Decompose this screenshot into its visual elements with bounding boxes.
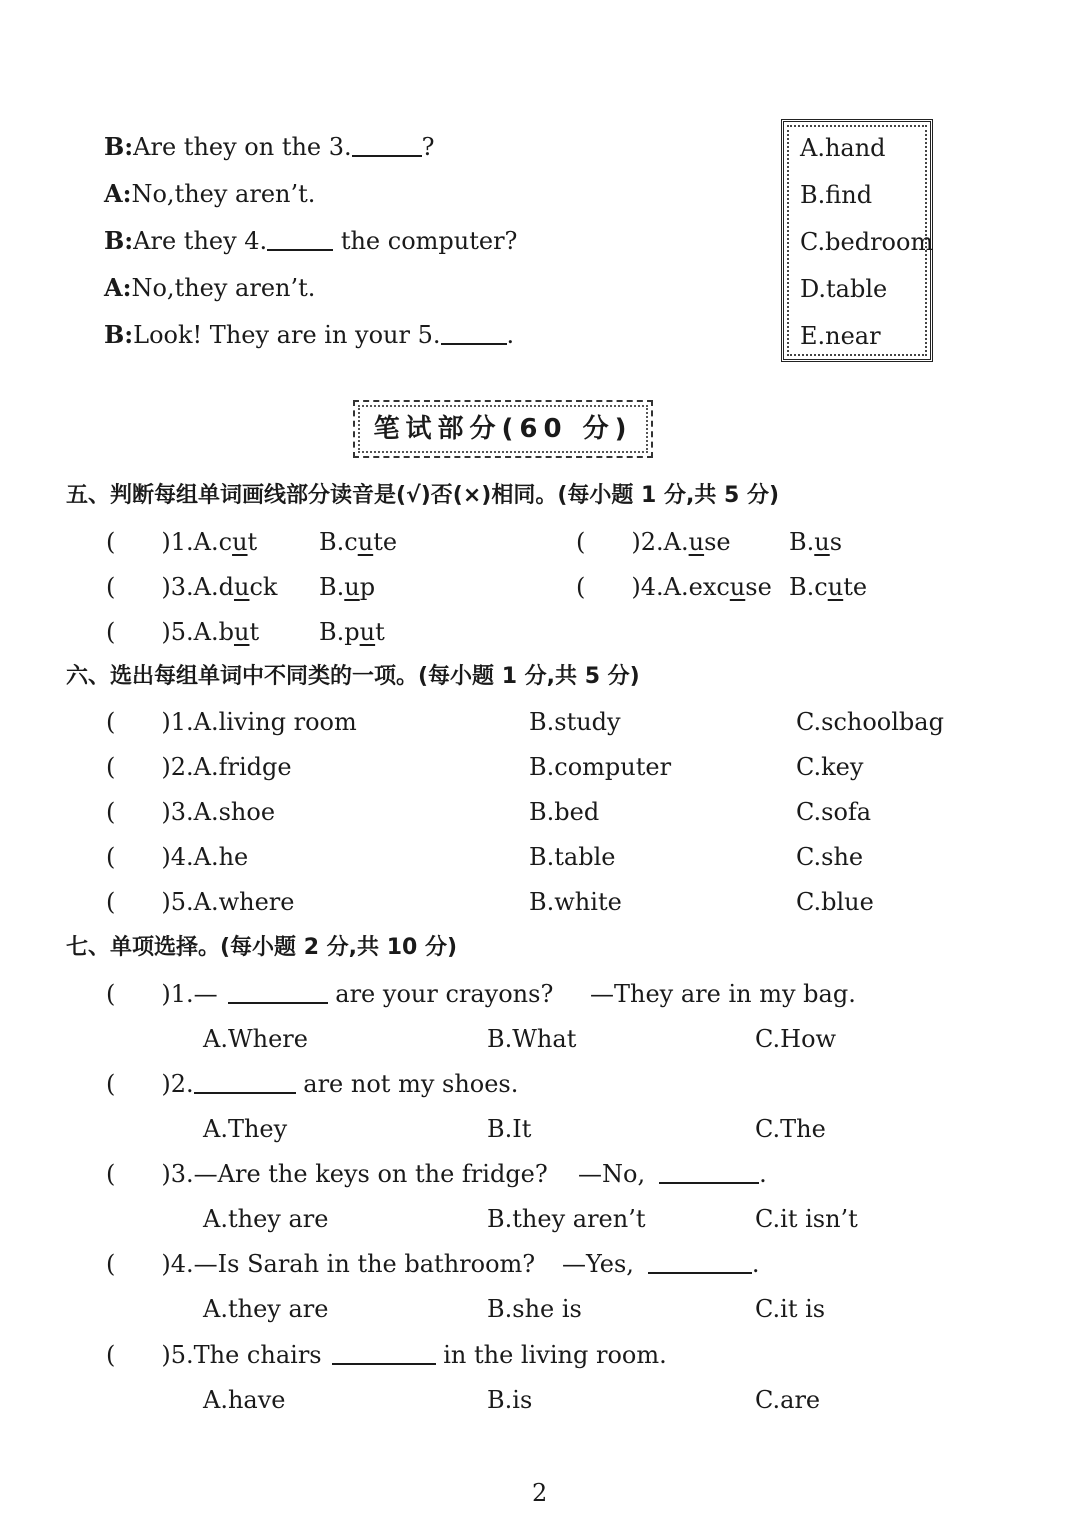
word-part: t <box>249 618 260 646</box>
answer-paren[interactable]: ( <box>576 528 586 556</box>
speaker-sep: : <box>124 132 134 161</box>
word-part: exc <box>688 573 730 601</box>
option-a: )2.A.fridge <box>161 753 292 781</box>
option-b: B.they aren’t <box>487 1205 646 1233</box>
answer-paren[interactable]: ( <box>106 528 116 556</box>
question-response: —Yes, <box>562 1250 634 1278</box>
underlined-letter: u <box>827 573 844 601</box>
option-a: A.Where <box>203 1025 308 1053</box>
s5-q4-b <box>789 572 867 602</box>
option-a: A.they are <box>203 1295 329 1323</box>
option-b: B.is <box>487 1386 533 1414</box>
word-bank-box <box>781 119 933 362</box>
underlined-letter: u <box>729 573 746 601</box>
question-text: are not my shoes. <box>295 1070 519 1098</box>
option-b: B.she is <box>487 1295 582 1323</box>
dialogue-line-2 <box>104 179 315 209</box>
speaker-label: A <box>104 273 123 302</box>
option-a: )5.A.where <box>161 888 295 916</box>
question-text: )1.— <box>161 980 218 1008</box>
word-part: d <box>218 573 234 601</box>
s6-q2 <box>106 752 292 782</box>
answer-paren[interactable]: ( <box>106 1160 116 1188</box>
speaker-sep: : <box>124 226 134 255</box>
word-part: t <box>247 528 258 556</box>
word-part: B.c <box>319 528 358 556</box>
dialogue-text: . <box>506 321 515 349</box>
section-5-title: 五、判断每组单词画线部分读音是(√)否(×)相同。(每小题 1 分,共 5 分) <box>66 483 780 508</box>
s5-q3 <box>106 572 277 602</box>
underlined-letter: u <box>232 528 248 556</box>
underlined-letter: u <box>357 528 374 556</box>
section-6-title: 六、选出每组单词中不同类的一项。(每小题 1 分,共 5 分) <box>66 664 640 689</box>
option-a: )1.A.living room <box>161 708 357 736</box>
underlined-letter: u <box>688 528 705 556</box>
option-c: C.key <box>796 753 864 781</box>
word-part: b <box>218 618 234 646</box>
speaker-sep: : <box>124 320 134 349</box>
question-text: are your crayons? <box>327 980 554 1008</box>
question-text: )5.The chairs <box>161 1341 322 1369</box>
underlined-letter: u <box>233 573 250 601</box>
answer-paren[interactable]: ( <box>106 618 116 646</box>
s7-q3 <box>106 1159 548 1189</box>
s5-q3-b <box>319 572 375 602</box>
s7-q5 <box>106 1340 667 1370</box>
option-b: B.It <box>487 1115 532 1143</box>
dialogue-text: No,they aren’t. <box>131 274 316 302</box>
speaker-label: A <box>104 179 123 208</box>
question-text: in the living room. <box>435 1341 667 1369</box>
s5-q1-b <box>319 527 397 557</box>
option-c: C.blue <box>796 888 874 916</box>
option-a: )3.A.shoe <box>161 798 276 826</box>
word-option: E.near <box>800 322 881 350</box>
answer-paren[interactable]: ( <box>106 798 116 826</box>
option-c: C.she <box>796 843 864 871</box>
question-text: )2. <box>161 1070 194 1098</box>
word-part: t <box>375 618 385 646</box>
option-b: B.computer <box>529 753 672 781</box>
underlined-letter: u <box>814 528 830 556</box>
s6-q5 <box>106 887 294 917</box>
option-a: )4.A.he <box>161 843 249 871</box>
answer-paren[interactable]: ( <box>106 1250 116 1278</box>
s7-q3-response <box>578 1159 767 1189</box>
option-a: A.have <box>203 1386 286 1414</box>
answer-blank-3[interactable] <box>352 133 422 157</box>
option-c: C.schoolbag <box>796 708 944 736</box>
option-b: B.What <box>487 1025 577 1053</box>
page-number: 2 <box>532 1479 548 1507</box>
written-section-banner <box>353 400 653 458</box>
dialogue-line-4 <box>104 273 315 303</box>
answer-paren[interactable]: ( <box>106 753 116 781</box>
s5-q5-b <box>319 617 385 647</box>
word-part: te <box>373 528 398 556</box>
word-part: s <box>829 528 843 556</box>
answer-paren[interactable]: ( <box>106 888 116 916</box>
word-part: B. <box>789 528 815 556</box>
dialogue-text: ? <box>421 133 435 161</box>
banner-title: 笔试部分(60 分) <box>373 414 633 444</box>
dialogue-text: Are they on the 3. <box>133 133 352 161</box>
word-part: c <box>218 528 233 556</box>
s6-q1 <box>106 707 357 737</box>
option-b: B.white <box>529 888 622 916</box>
word-option: A.hand <box>800 134 886 162</box>
question-response: —No, <box>578 1160 646 1188</box>
dialogue-text: No,they aren’t. <box>131 180 316 208</box>
dialogue-line-5 <box>104 320 514 350</box>
speaker-label: B <box>104 132 125 161</box>
word-part: B. <box>319 573 345 601</box>
dialogue-text: Look! They are in your 5. <box>133 321 441 349</box>
word-option: B.find <box>800 181 873 209</box>
speaker-sep: : <box>122 179 132 208</box>
q-num: )2.A. <box>631 528 689 556</box>
answer-paren[interactable]: ( <box>576 573 586 601</box>
option-a: A.they are <box>203 1205 329 1233</box>
answer-paren[interactable]: ( <box>106 1341 116 1369</box>
question-response: —They are in my bag. <box>590 980 856 1008</box>
s7-q2 <box>106 1069 518 1099</box>
speaker-label: B <box>104 320 125 349</box>
dialogue-line-3 <box>104 226 517 256</box>
s5-q1 <box>106 527 257 557</box>
word-part: B.p <box>319 618 360 646</box>
option-c: C.sofa <box>796 798 872 826</box>
question-end: . <box>751 1250 760 1278</box>
speaker-sep: : <box>122 273 132 302</box>
dialogue-line-1 <box>104 132 435 162</box>
dialogue-text: the computer? <box>333 227 518 255</box>
word-option: D.table <box>800 275 888 303</box>
answer-blank[interactable] <box>648 1250 752 1274</box>
s6-q3 <box>106 797 275 827</box>
q-num: )1.A. <box>161 528 219 556</box>
s5-q5 <box>106 617 259 647</box>
word-part: se <box>745 573 772 601</box>
question-end: . <box>759 1160 767 1188</box>
answer-paren[interactable]: ( <box>106 708 116 736</box>
underlined-letter: u <box>233 618 250 646</box>
q-num: )3.A. <box>161 573 219 601</box>
s7-q4-response <box>562 1249 760 1279</box>
answer-blank[interactable] <box>659 1160 759 1184</box>
s5-q4 <box>576 572 772 602</box>
option-a: A.They <box>203 1115 288 1143</box>
question-text: )3.—Are the keys on the fridge? <box>161 1160 548 1188</box>
q-num: )5.A. <box>161 618 219 646</box>
section-7-title: 七、单项选择。(每小题 2 分,共 10 分) <box>66 935 458 960</box>
underlined-letter: u <box>344 573 360 601</box>
option-c: C.How <box>755 1025 837 1053</box>
option-c: C.are <box>755 1386 821 1414</box>
s7-q1 <box>106 979 553 1009</box>
word-part: B.c <box>789 573 828 601</box>
option-c: C.it is <box>755 1295 826 1323</box>
dialogue-text: Are they 4. <box>133 227 268 255</box>
s5-q2 <box>576 527 731 557</box>
s7-q4 <box>106 1249 535 1279</box>
answer-paren[interactable]: ( <box>106 843 116 871</box>
option-c: C.The <box>755 1115 826 1143</box>
answer-blank[interactable] <box>228 980 328 1004</box>
answer-blank[interactable] <box>332 1341 436 1365</box>
question-text: )4.—Is Sarah in the bathroom? <box>161 1250 536 1278</box>
answer-paren[interactable]: ( <box>106 1070 116 1098</box>
option-b: B.study <box>529 708 621 736</box>
answer-blank-5[interactable] <box>441 321 507 345</box>
word-part: te <box>843 573 868 601</box>
speaker-label: B <box>104 226 125 255</box>
option-c: C.it isn’t <box>755 1205 858 1233</box>
option-b: B.bed <box>529 798 600 826</box>
s5-q2-b <box>789 527 842 557</box>
option-b: B.table <box>529 843 616 871</box>
answer-blank[interactable] <box>194 1070 296 1094</box>
word-part: ck <box>249 573 278 601</box>
word-option: C.bedroom <box>800 228 934 256</box>
word-part: se <box>704 528 731 556</box>
answer-blank-4[interactable] <box>267 227 333 251</box>
answer-paren[interactable]: ( <box>106 980 116 1008</box>
underlined-letter: u <box>359 618 376 646</box>
s6-q4 <box>106 842 248 872</box>
answer-paren[interactable]: ( <box>106 573 116 601</box>
word-part: p <box>359 573 376 601</box>
q-num: )4.A. <box>631 573 689 601</box>
